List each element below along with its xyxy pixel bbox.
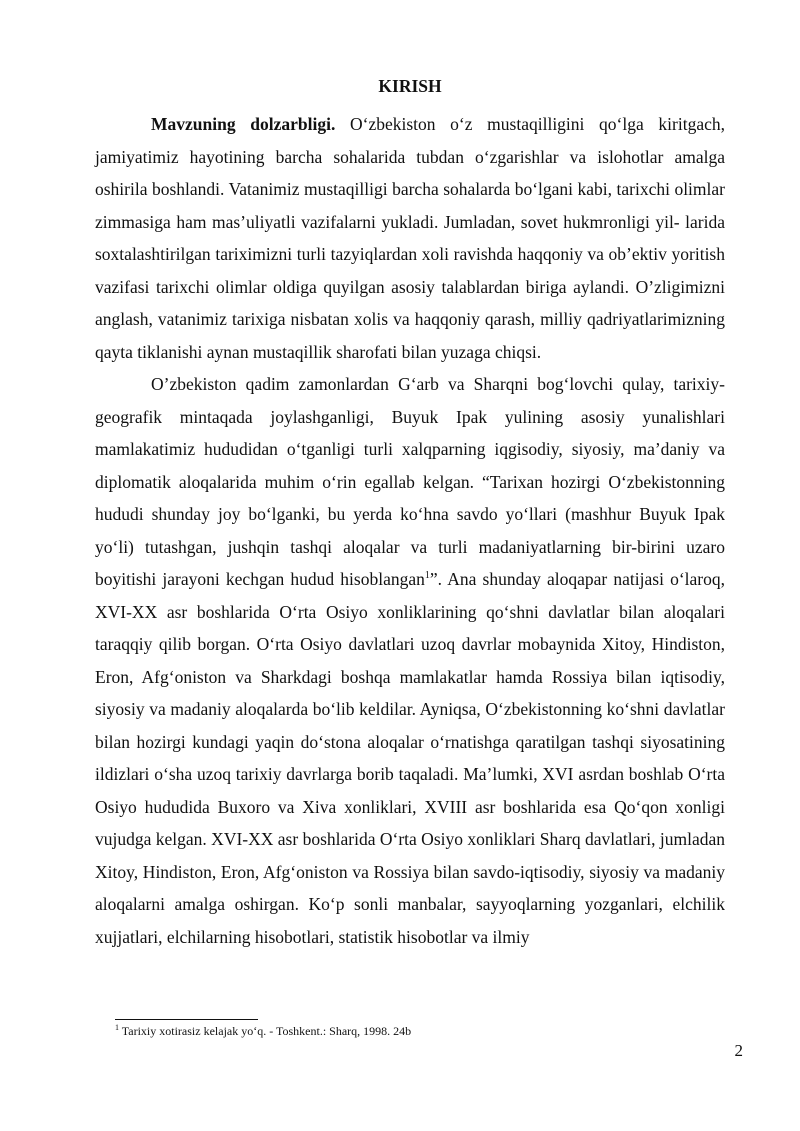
document-page — [95, 74, 725, 953]
history-text-after-ref: ”. Ana shunday aloqapar natijasi o‘laroq, XVI-XX asr boshlarida O‘rta Osiyo xonliklarining qo‘shni davlatlar bilan aloqalari taraqqiy qilib borgan. O‘rta Osiyo davlatlari uzoq davrlar mobaynida Xitoy, Hindiston, Eron, Afg‘oniston va Sharkdagi boshqa mamlakatlar hamda Rossiya bilan iqtisodiy, siyosiy va madaniy aloqalarda bo‘lib keldilar. Ayniqsa, O‘zbekistonning ko‘shni davlatlar bilan hozirgi kundagi yaqin do‘stona aloqalar o‘rnatishga qaratilgan tashqi siyosatining ildizlari o‘sha uzoq tarixiy davrlarga borib taqaladi. Ma’lumki, XVI asrdan boshlab O‘rta Osiyo hududida Buxoro va Xiva xonliklari, XVIII asr boshlarida esa Qo‘qon xonligi vujudga kelgan. XVI-XX asr boshlarida O‘rta Osiyo xonliklari Sharq davlatlari, jumladan Xitoy, Hindiston, Eron, Afg‘oniston va Rossiya bilan savdo-iqtisodiy, siyosiy va madaniy aloqalarni amalga oshirgan. Ko‘p sonli manbalar, sayyoqlarning yozganlari, elchilik xujjatlari, elchilarning hisobotlari, statistik hisobotlar va ilmiy — [95, 569, 726, 947]
footnote-separator — [115, 1019, 258, 1020]
footnote — [115, 1023, 725, 1039]
section-heading: KIRISH — [378, 76, 442, 96]
footnote-reference[interactable]: 1 — [424, 570, 430, 582]
footnote-mark: 1 — [115, 1023, 119, 1032]
page-number: 2 — [734, 1041, 743, 1060]
footnote-text: Tarixiy xotirasiz kelajak yo‘q. - Toshkent.: Sharq, 1998. 24b — [119, 1024, 412, 1038]
relevance-lead: Mavzuning dolzarbligi. — [151, 114, 336, 134]
history-text-before-ref: O’zbekiston qadim zamonlardan G‘arb va Sharqni bog‘lovchi qulay, tarixiy-geografik mintaqada joylashganligi, Buyuk Ipak yulining asosiy yunalishlari mamlakatimiz hududidan o‘tganligi turli xalqparning iqgisodiy, siyosiy, ma’daniy va diplomatik aloqalarida muhim o‘rin egallab kelgan. “Tarixan hozirgi O‘zbekistonning hududi shunday joy bo‘lganki, bu yerda ko‘hna savdo yo‘llari (mashhur Buyuk Ipak yo‘li) tutashgan, jushqin tashqi aloqalar va turli madaniyatlarning bir-birini uzaro boyitishi jarayoni kechgan hudud hisoblangan — [95, 374, 725, 589]
relevance-text: O‘zbekiston o‘z mustaqilligini qo‘lga kiritgach, jamiyatimiz hayotining barcha sohalarida tubdan o‘zgarishlar va islohotlar amalga oshirila boshlandi. Vatanimiz mustaqilligi barcha sohalarda bo‘lgani kabi, tarixchi olimlar zimmasiga ham mas’uliyatli vazifalarni yukladi. Jumladan, sovet hukmronligi yil- larida soxtalashtirilgan tariximizni turli tazyiqlardan xoli ravishda haqqoniy va ob’ektiv yoritish vazifasi tarixchi olimlar oldiga quyilgan asosiy talablardan biriga aylandi. O’zligimizni anglash, vatanimiz tarixiga nisbatan xolis va haqqoniy qarash, milliy qadriyatlarimizning qayta tiklanishi aynan mustaqillik sharofati bilan yuzaga chiqsi. — [95, 114, 725, 362]
paragraph-history — [95, 368, 725, 953]
paragraph-relevance — [95, 108, 725, 368]
